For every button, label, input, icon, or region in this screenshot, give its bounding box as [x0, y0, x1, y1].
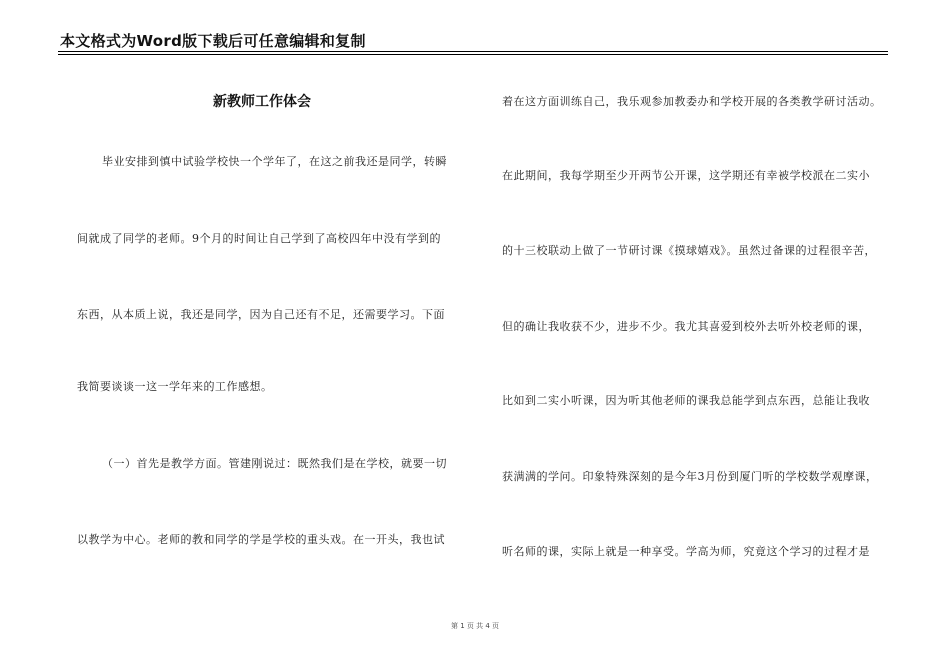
paragraph-line: 获满满的学问。印象特殊深刻的是今年3月份到厦门听的学校数学观摩课， — [502, 470, 878, 483]
paragraph-line: 毕业安排到慎中试验学校快一个学年了，在这之前我还是同学，转瞬 — [102, 155, 447, 168]
paragraph-line: （一）首先是教学方面。管建刚说过：既然我们是在学校，就要一切 — [102, 457, 447, 470]
page-number-footer: 第 1 页 共 4 页 — [450, 622, 500, 630]
paragraph-line: 在此期间，我每学期至少开两节公开课，这学期还有幸被学校派在二实小 — [502, 169, 870, 182]
paragraph-line: 的十三校联动上做了一节研讨课《摸球嬉戏》。虽然过备课的过程很辛苦， — [502, 244, 876, 257]
paragraph-line: 间就成了同学的老师。9个月的时间让自己学到了高校四年中没有学到的 — [77, 232, 441, 245]
paragraph-line: 比如到二实小听课，因为听其他老师的课我总能学到点东西，总能让我收 — [502, 394, 870, 407]
paragraph-line: 我简要谈谈一这一学年来的工作感想。 — [77, 380, 273, 393]
document-title: 新教师工作体会 — [213, 94, 311, 110]
document-header-banner: 本文格式为Word版下载后可任意编辑和复制 — [60, 32, 366, 50]
paragraph-line: 着在这方面训练自己，我乐观参加教委办和学校开展的各类教学研讨活动。 — [502, 95, 882, 108]
header-rule-bottom — [58, 54, 888, 55]
header-rule-top — [58, 51, 888, 52]
paragraph-line: 东西，从本质上说，我还是同学，因为自己还有不足，还需要学习。下面 — [77, 308, 445, 321]
paragraph-line: 听名师的课，实际上就是一种享受。学高为师，究竟这个学习的过程才是 — [502, 545, 870, 558]
paragraph-line: 但的确让我收获不少，进步不少。我尤其喜爱到校外去听外校老师的课， — [502, 320, 870, 333]
paragraph-line: 以教学为中心。老师的教和同学的学是学校的重头戏。在一开头，我也试 — [77, 533, 445, 546]
